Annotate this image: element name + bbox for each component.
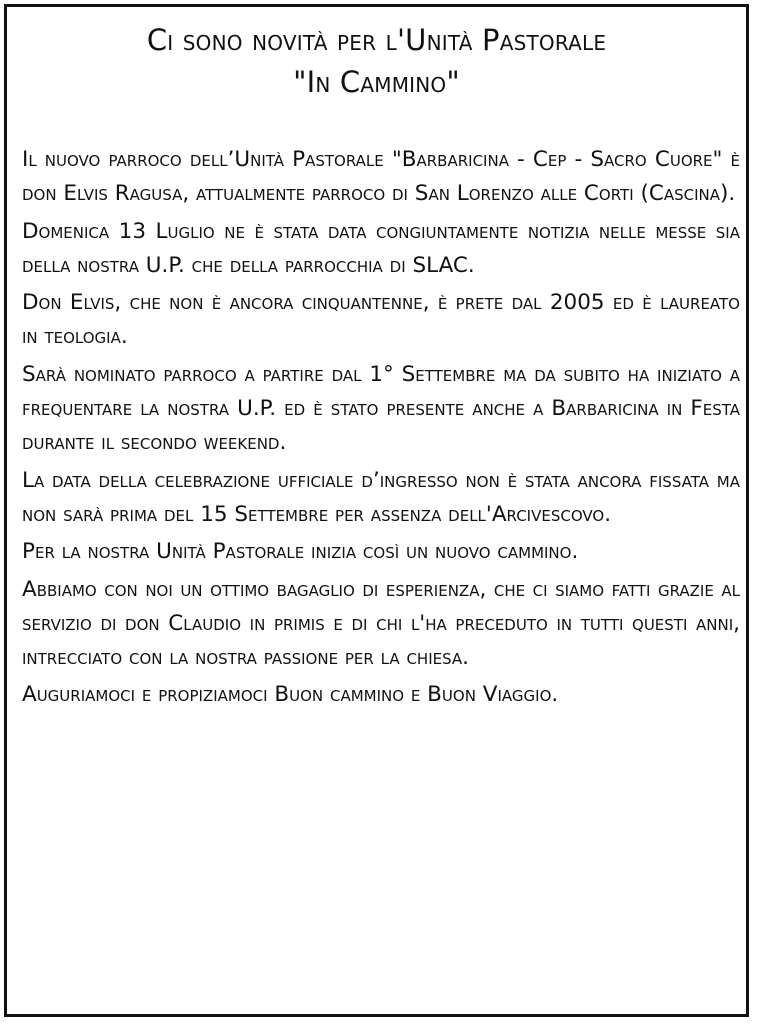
- paragraph-new-journey: Per la nostra Unità Pastorale inizia così un nuovo cammino.: [22, 539, 579, 565]
- document-body: [22, 143, 740, 716]
- paragraph-wishes: Auguriamoci e propiziamoci Buon cammino e Buon Viaggio.: [22, 682, 559, 708]
- document-title-line-2: "In Cammino": [293, 65, 460, 99]
- document-frame: [4, 4, 749, 1017]
- paragraph-announcement: Domenica 13 Luglio ne è stata data congiuntamente notizia nelle messe sia della nostra U.P. che della parrocchia di SLAC.: [22, 218, 740, 278]
- document-title-line-1: Ci sono novità per l'Unità Pastorale: [146, 23, 607, 57]
- paragraph-new-parish-priest: Il nuovo parroco dell’Unità Pastorale "Barbaricina - Cep - Sacro Cuore" è don Elvis Ragusa, attualmente parroco di San Lorenzo alle Corti (Cascina).: [22, 147, 740, 207]
- paragraph-appointment-date: Sarà nominato parroco a partire dal 1° Settembre ma da subito ha iniziato a frequentare la nostra U.P. ed è stato presente anche a Barbaricina in Festa durante il secondo weekend.: [22, 361, 740, 456]
- paragraph-don-elvis-bio: Don Elvis, che non è ancora cinquantenne, è prete dal 2005 ed è laureato in teologia.: [22, 290, 740, 350]
- paragraph-experience: Abbiamo con noi un ottimo bagaglio di esperienza, che ci siamo fatti grazie al servizio di don Claudio in primis e di chi l'ha preceduto in tutti questi anni, intrecciato con la nostra passione per la chiesa.: [22, 576, 740, 671]
- paragraph-entrance-celebration: La data della celebrazione ufficiale d’ingresso non è stata ancora fissata ma non sarà prima del 15 Settembre per assenza dell'Arcivescovo.: [22, 467, 740, 527]
